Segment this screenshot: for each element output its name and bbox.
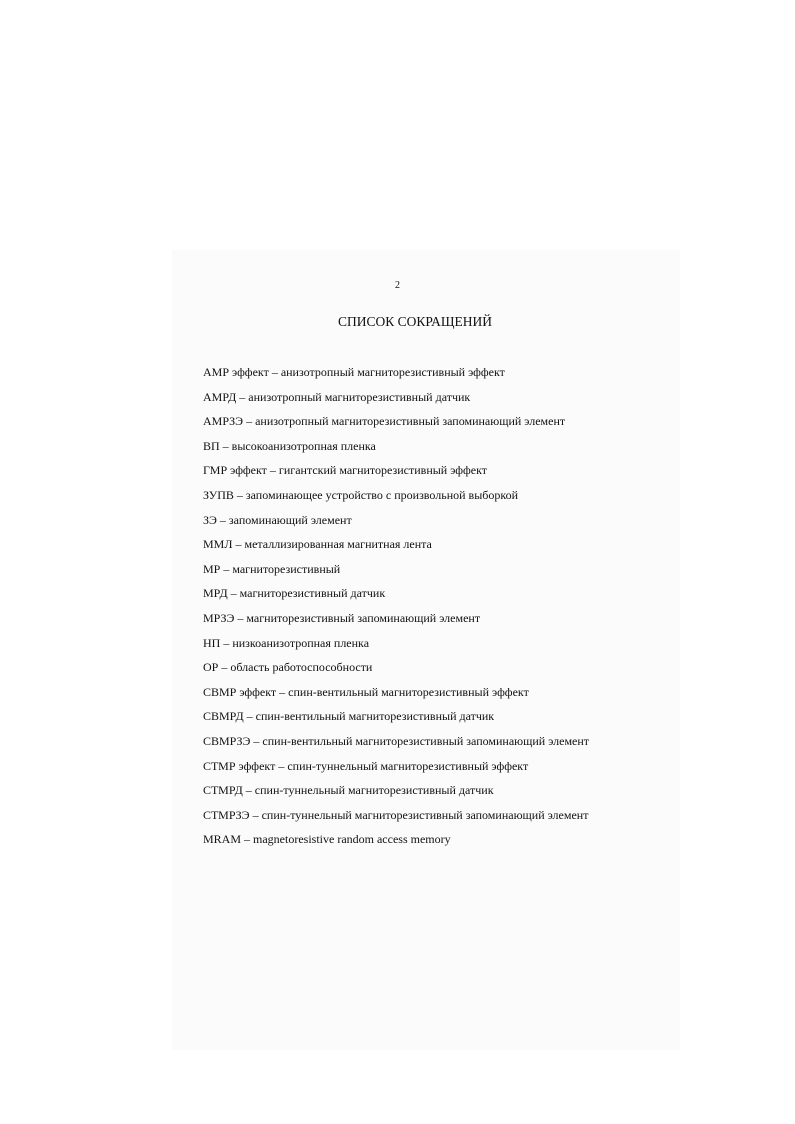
page-number: 2 (395, 280, 400, 291)
abbreviation-item: МР – магниторезистивный (203, 561, 341, 576)
abbreviation-item: СВМРД – спин-вентильный магниторезистивный датчик (203, 709, 495, 724)
abbreviation-item: СТМР эффект – спин-туннельный магниторезистивный эффект (203, 758, 529, 773)
abbreviation-item: СВМРЗЭ – спин-вентильный магниторезистивный запоминающий элемент (203, 733, 590, 748)
abbreviation-item: ЗЭ – запоминающий элемент (203, 512, 352, 527)
abbreviation-item: СТМРЗЭ – спин-туннельный магниторезистивный запоминающий элемент (203, 807, 589, 822)
abbreviation-item: МРД – магниторезистивный датчик (203, 586, 386, 601)
abbreviation-item: АМРД – анизотропный магниторезистивный датчик (203, 389, 471, 404)
abbreviation-item: ГМР эффект – гигантский магниторезистивный эффект (203, 463, 488, 478)
abbreviation-item: ОР – область работоспособности (203, 660, 373, 675)
page-title: СПИСОК СОКРАЩЕНИЙ (337, 314, 493, 329)
abbreviation-item: АМР эффект – анизотропный магниторезистивный эффект (203, 365, 505, 379)
abbreviation-item: ВП – высокоанизотропная пленка (203, 438, 376, 453)
abbreviation-item: ЗУПВ – запоминающее устройство с произвольной выборкой (203, 487, 519, 502)
abbreviation-item: АМРЗЭ – анизотропный магниторезистивный запоминающий элемент (203, 414, 566, 429)
abbreviation-item: НП – низкоанизотропная пленка (203, 635, 370, 650)
abbreviation-item: МРЗЭ – магниторезистивный запоминающий элемент (203, 610, 481, 625)
abbreviation-item: MRAM – magnetoresistive random access memory (203, 832, 451, 847)
abbreviation-list (203, 360, 653, 852)
abbreviation-item: СВМР эффект – спин-вентильный магниторезистивный эффект (203, 684, 529, 699)
abbreviation-item: СТМРД – спин-туннельный магниторезистивный датчик (203, 783, 494, 798)
abbreviation-item: ММЛ – металлизированная магнитная лента (203, 537, 432, 552)
